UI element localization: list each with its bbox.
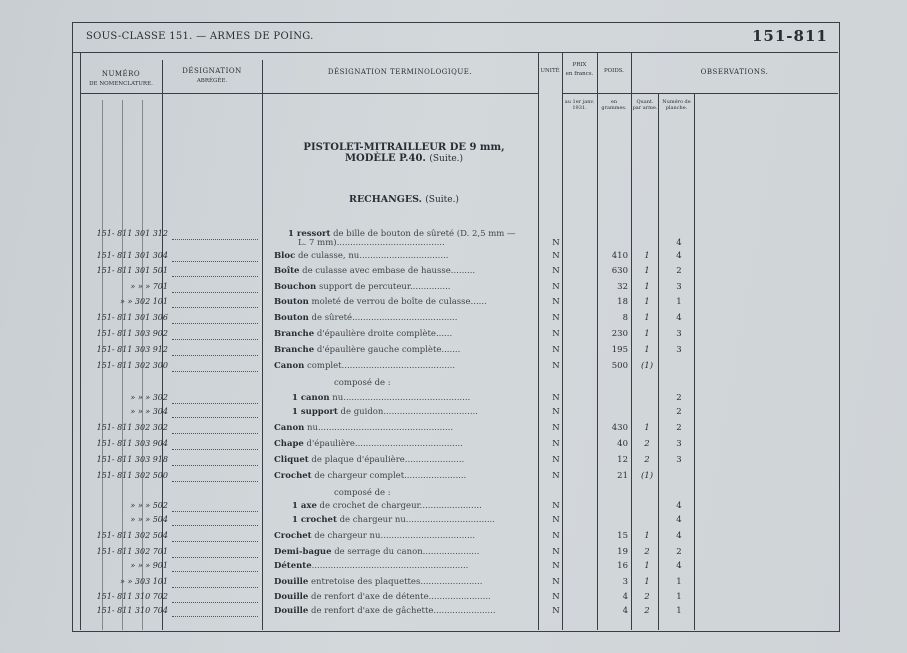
nomenclature-number: » » » 504: [130, 515, 168, 524]
table-row: [0, 577, 907, 592]
designation-text: [292, 501, 562, 511]
weight-value: 16: [617, 561, 628, 571]
designation-keyword: Demi-bague: [274, 547, 332, 557]
nomenclature-number: 151- 811 301 306: [96, 313, 168, 322]
table-row: [0, 515, 907, 530]
table-row: [0, 345, 907, 360]
plate-number: 4: [676, 251, 682, 261]
designation-text: [298, 238, 568, 248]
unit-value: N: [552, 407, 560, 417]
table-row: [0, 561, 907, 576]
table-row: [0, 471, 907, 486]
quantity-value: 1: [644, 329, 650, 339]
designation-text: [274, 547, 544, 557]
quantity-value: 1: [644, 297, 650, 307]
quantity-value: 2: [644, 606, 650, 616]
designation-detail: nu..................................................: [304, 423, 454, 433]
subheader-prix-date: au 1er janv. 1931.: [564, 99, 595, 111]
plate-number: 2: [676, 423, 682, 433]
designation-keyword: Canon: [274, 361, 305, 371]
abbreviated-designation-line: [172, 602, 258, 603]
designation-keyword: Crochet: [274, 531, 312, 541]
unit-value: N: [552, 592, 560, 602]
col-header-observations: OBSERVATIONS.: [700, 68, 769, 76]
weight-value: 410: [611, 251, 628, 261]
abbreviated-designation-line: [172, 541, 258, 542]
unit-value: N: [552, 515, 560, 525]
table-row: [0, 378, 907, 393]
weight-value: 430: [611, 423, 628, 433]
abbreviated-designation-line: [172, 323, 258, 324]
table-row: [0, 329, 907, 344]
designation-keyword: Douille: [274, 592, 309, 602]
designation-keyword: Bloc: [274, 251, 296, 261]
designation-text: [274, 361, 544, 371]
col-header-poids: POIDS.: [603, 68, 625, 74]
section-subtitle-suite: (Suite.): [425, 195, 459, 205]
subheader-poids-unit: en grammes.: [601, 99, 627, 111]
table-row: [0, 407, 907, 422]
designation-keyword: Douille: [274, 577, 309, 587]
unit-value: N: [552, 313, 560, 323]
designation-detail: nu...............................................: [329, 393, 471, 403]
weight-value: 15: [617, 531, 628, 541]
designation-detail: de culasse avec embase de hausse.........: [299, 266, 476, 276]
designation-detail: de renfort d'axe de détente.......................: [308, 592, 491, 602]
column-head-rule-right: [562, 93, 838, 94]
col-header-numero-sub: DE NOMENCLATURE.: [89, 81, 153, 87]
unit-value: N: [552, 471, 560, 481]
weight-value: 12: [617, 455, 628, 465]
weight-value: 40: [617, 439, 628, 449]
abbreviated-designation-line: [172, 417, 258, 418]
quantity-value: 1: [644, 266, 650, 276]
designation-detail: ..........................................................: [311, 561, 469, 571]
designation-text: [334, 488, 604, 498]
quantity-value: 1: [644, 531, 650, 541]
quantity-value: (1): [640, 471, 654, 481]
unit-value: N: [552, 251, 560, 261]
plate-number: 1: [676, 606, 682, 616]
section-subtitle-text: RECHANGES.: [349, 194, 422, 205]
abbreviated-designation-line: [172, 525, 258, 526]
header-rule: [72, 52, 838, 53]
designation-text: [274, 423, 544, 433]
designation-detail: de chargeur complet.......................: [311, 471, 467, 481]
abbreviated-designation-line: [172, 587, 258, 588]
designation-keyword: Bouton: [274, 313, 309, 323]
plate-number: 3: [676, 455, 682, 465]
nomenclature-number: » » » 901: [130, 561, 168, 570]
plate-number: 4: [676, 238, 682, 248]
designation-keyword: Bouton: [274, 297, 309, 307]
unit-value: N: [552, 266, 560, 276]
designation-text: [292, 515, 562, 525]
designation-keyword: 1 support: [292, 407, 338, 417]
unit-value: N: [552, 547, 560, 557]
abbreviated-designation-line: [172, 481, 258, 482]
weight-value: 8: [622, 313, 628, 323]
abbreviated-designation-line: [172, 276, 258, 277]
designation-detail: d'épaulière droite complète......: [314, 329, 453, 339]
col-header-numero: NUMÉRO: [101, 70, 141, 78]
page-header-code: 151-811: [752, 27, 828, 45]
unit-value: N: [552, 297, 560, 307]
quantity-value: 1: [644, 282, 650, 292]
designation-detail: de bille de bouton de sûreté (D. 2,5 mm —: [330, 229, 516, 239]
designation-keyword: Bouchon: [274, 282, 317, 292]
abbreviated-designation-line: [172, 571, 258, 572]
table-row: [0, 393, 907, 408]
table-row: [0, 547, 907, 562]
nomenclature-number: 151- 811 303 904: [96, 439, 168, 448]
abbreviated-designation-line: [172, 339, 258, 340]
nomenclature-number: » » 302 101: [120, 297, 168, 306]
designation-keyword: Douille: [274, 606, 309, 616]
nomenclature-number: 151- 811 303 912: [96, 345, 168, 354]
abbreviated-designation-line: [172, 557, 258, 558]
designation-keyword: Détente: [274, 561, 312, 571]
subheader-quantity: Quant. par arme.: [632, 99, 658, 111]
weight-value: 500: [611, 361, 628, 371]
designation-detail: de culasse, nu.................................: [295, 251, 449, 261]
designation-text: [274, 251, 544, 261]
designation-detail: complet..........................................: [304, 361, 456, 371]
weight-value: 4: [622, 606, 628, 616]
weight-value: 19: [617, 547, 628, 557]
col-header-unite: UNITÉ: [540, 68, 560, 74]
nomenclature-number: 151- 811 303 902: [96, 329, 168, 338]
abbreviated-designation-line: [172, 355, 258, 356]
designation-detail: de chargeur nu.................................: [336, 515, 495, 525]
quantity-value: 1: [644, 313, 650, 323]
designation-text: [274, 577, 544, 587]
table-row: [0, 439, 907, 454]
abbreviated-designation-line: [172, 371, 258, 372]
weight-value: 18: [617, 297, 628, 307]
designation-detail: entretoise des plaquettes.......................: [308, 577, 483, 587]
designation-text: [292, 393, 562, 403]
section-title-line2: [262, 153, 546, 165]
abbreviated-designation-line: [172, 449, 258, 450]
plate-number: 1: [676, 577, 682, 587]
section-subtitle: [262, 194, 546, 206]
abbreviated-designation-line: [172, 511, 258, 512]
nomenclature-number: » » » 502: [130, 501, 168, 510]
unit-value: N: [552, 455, 560, 465]
table-row: [0, 592, 907, 607]
designation-keyword: Canon: [274, 423, 305, 433]
table-row: [0, 251, 907, 266]
unit-value: N: [552, 531, 560, 541]
designation-keyword: 1 canon: [292, 393, 330, 403]
abbreviated-designation-line: [172, 433, 258, 434]
table-row: [0, 361, 907, 376]
designation-text: [274, 345, 544, 355]
quantity-value: 1: [644, 251, 650, 261]
nomenclature-number: 151- 811 302 701: [96, 547, 168, 556]
unit-value: N: [552, 606, 560, 616]
designation-detail: de sûreté.......................................: [308, 313, 458, 323]
plate-number: 3: [676, 329, 682, 339]
unit-value: N: [552, 282, 560, 292]
nomenclature-number: » » » 304: [130, 407, 168, 416]
weight-value: 230: [611, 329, 628, 339]
nomenclature-number: 151- 811 302 302: [96, 423, 168, 432]
quantity-value: 1: [644, 345, 650, 355]
designation-keyword: Branche: [274, 329, 315, 339]
designation-keyword: 1 ressort: [288, 229, 331, 239]
col-header-abregee: DÉSIGNATION: [182, 67, 242, 75]
designation-text: [274, 592, 544, 602]
plate-number: 2: [676, 547, 682, 557]
nomenclature-number: 151- 811 302 300: [96, 361, 168, 370]
col-header-prix: PRIX: [572, 62, 587, 68]
designation-detail: de chargeur nu...................................: [311, 531, 476, 541]
nomenclature-number: 151- 811 302 504: [96, 531, 168, 540]
quantity-value: 1: [644, 561, 650, 571]
designation-keyword: Cliquet: [274, 455, 309, 465]
table-row: [0, 455, 907, 470]
page-header-title: SOUS-CLASSE 151. — ARMES DE POING.: [86, 31, 314, 42]
unit-value: N: [552, 561, 560, 571]
column-head-rule: [80, 93, 538, 94]
nomenclature-number: » » 303 101: [120, 577, 168, 586]
quantity-value: 2: [644, 439, 650, 449]
designation-detail: L. 7 mm)........................................: [298, 238, 445, 248]
plate-number: 4: [676, 561, 682, 571]
weight-value: 630: [611, 266, 628, 276]
unit-value: N: [552, 361, 560, 371]
designation-detail: de serrage du canon.....................: [331, 547, 480, 557]
weight-value: 32: [617, 282, 628, 292]
section-title-suite: (Suite.): [429, 154, 464, 164]
designation-detail: de guidon...................................: [337, 407, 478, 417]
designation-keyword: Chape: [274, 439, 304, 449]
table-row: [0, 297, 907, 312]
designation-detail: d'épaulière........................................: [303, 439, 463, 449]
unit-value: N: [552, 577, 560, 587]
nomenclature-number: 151- 811 310 702: [96, 592, 168, 601]
weight-value: 3: [622, 577, 628, 587]
nomenclature-number: 151- 811 303 918: [96, 455, 168, 464]
unit-value: N: [552, 439, 560, 449]
nomenclature-number: » » » 701: [130, 282, 168, 291]
quantity-value: 1: [644, 423, 650, 433]
designation-keyword: Boîte: [274, 266, 300, 276]
plate-number: 2: [676, 407, 682, 417]
nomenclature-number: 151- 811 301 501: [96, 266, 168, 275]
designation-text: [274, 266, 544, 276]
quantity-value: 1: [644, 577, 650, 587]
designation-detail: composé de :: [334, 378, 391, 388]
designation-text: [274, 471, 544, 481]
table-row: [0, 531, 907, 546]
designation-text: [274, 561, 544, 571]
table-row: [0, 266, 907, 281]
table-row: [0, 606, 907, 621]
unit-value: N: [552, 345, 560, 355]
designation-text: [274, 531, 544, 541]
table-row: [0, 501, 907, 516]
weight-value: 21: [617, 471, 628, 481]
section-title-model: MODÈLE P.40.: [344, 153, 426, 164]
designation-text: [334, 378, 604, 388]
col-header-prix-sub: en francs.: [565, 71, 594, 77]
plate-number: 1: [676, 297, 682, 307]
designation-detail: support de percuteur...............: [316, 282, 451, 292]
col-header-abregee-sub: ABRÉGÉE.: [196, 78, 228, 84]
table-row: [0, 313, 907, 328]
unit-value: N: [552, 238, 560, 248]
designation-text: [274, 297, 544, 307]
plate-number: 2: [676, 393, 682, 403]
col-header-terminologique: DÉSIGNATION TERMINOLOGIQUE.: [327, 68, 473, 76]
plate-number: 3: [676, 282, 682, 292]
designation-keyword: 1 axe: [292, 501, 317, 511]
abbreviated-designation-line: [172, 465, 258, 466]
plate-number: 4: [676, 515, 682, 525]
nomenclature-number: 151- 811 302 500: [96, 471, 168, 480]
table-row: [0, 282, 907, 297]
quantity-value: (1): [640, 361, 654, 371]
nomenclature-number: 151- 811 301 312: [96, 229, 168, 238]
plate-number: 4: [676, 531, 682, 541]
plate-number: 4: [676, 313, 682, 323]
designation-text: [292, 407, 562, 417]
abbreviated-designation-line: [172, 403, 258, 404]
abbreviated-designation-line: [172, 616, 258, 617]
abbreviated-designation-line: [172, 307, 258, 308]
plate-number: 1: [676, 592, 682, 602]
designation-text: [274, 282, 544, 292]
designation-text: [274, 329, 544, 339]
designation-detail: de renfort d'axe de gâchette.......................: [308, 606, 496, 616]
abbreviated-designation-line: [172, 261, 258, 262]
weight-value: 4: [622, 592, 628, 602]
designation-keyword: Crochet: [274, 471, 312, 481]
designation-text: [274, 455, 544, 465]
unit-value: N: [552, 393, 560, 403]
designation-detail: moleté de verrou de boîte de culasse......: [308, 297, 487, 307]
plate-number: 2: [676, 266, 682, 276]
designation-keyword: 1 crochet: [292, 515, 337, 525]
nomenclature-number: 151- 811 310 704: [96, 606, 168, 615]
abbreviated-designation-line: [172, 292, 258, 293]
designation-text: [274, 439, 544, 449]
designation-keyword: Branche: [274, 345, 315, 355]
designation-detail: de crochet de chargeur.......................: [316, 501, 482, 511]
designation-detail: composé de :: [334, 488, 391, 498]
designation-text: [274, 313, 544, 323]
nomenclature-number: » » » 302: [130, 393, 168, 402]
quantity-value: 2: [644, 455, 650, 465]
section-title-line1: PISTOLET-MITRAILLEUR DE 9 mm,: [303, 142, 505, 153]
unit-value: N: [552, 423, 560, 433]
subheader-planche: Numéro de planche.: [662, 99, 691, 111]
table-row: [0, 423, 907, 438]
plate-number: 3: [676, 345, 682, 355]
unit-value: N: [552, 329, 560, 339]
nomenclature-number: 151- 811 301 304: [96, 251, 168, 260]
weight-value: 195: [611, 345, 628, 355]
plate-number: 4: [676, 501, 682, 511]
unit-value: N: [552, 501, 560, 511]
quantity-value: 2: [644, 592, 650, 602]
designation-detail: de plaque d'épaulière......................: [308, 455, 465, 465]
designation-text: [274, 606, 544, 616]
designation-detail: d'épaulière gauche complète.......: [314, 345, 461, 355]
plate-number: 3: [676, 439, 682, 449]
quantity-value: 2: [644, 547, 650, 557]
